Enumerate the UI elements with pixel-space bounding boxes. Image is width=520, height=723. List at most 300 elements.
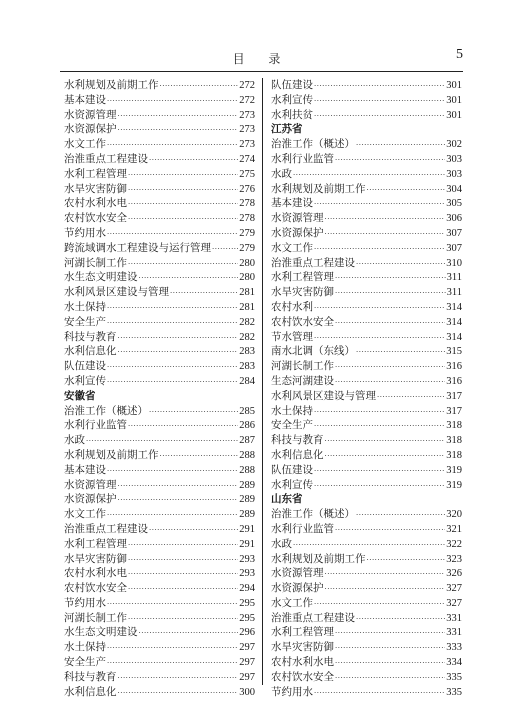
toc-right-column <box>271 78 462 699</box>
dot-leader <box>149 152 238 167</box>
toc-entry-page: 320 <box>446 509 462 521</box>
dot-leader <box>335 359 445 374</box>
toc-entry-title: 水土保持 <box>64 641 106 654</box>
toc-entry <box>64 226 255 241</box>
toc-entry-title: 水利行业监管 <box>64 419 127 432</box>
toc-entry-page: 311 <box>446 287 462 299</box>
toc-entry-title: 河湖长制工作 <box>271 360 334 373</box>
toc-entry <box>271 182 462 197</box>
toc-entry <box>64 93 255 108</box>
toc-entry-page: 291 <box>239 538 255 550</box>
dot-leader <box>118 685 239 700</box>
toc-entry <box>64 182 255 197</box>
dot-leader <box>107 300 238 315</box>
toc-entry-title: 水利信息化 <box>271 448 324 461</box>
toc-entry-page: 311 <box>446 272 462 284</box>
toc-entry-title: 科技与教育 <box>64 330 117 343</box>
toc-entry-page: 318 <box>446 420 462 432</box>
toc-entry-page: 301 <box>446 94 462 106</box>
toc-entry-page: 334 <box>446 657 462 669</box>
toc-entry-title: 农村饮水安全 <box>64 582 127 595</box>
toc-entry <box>64 300 255 315</box>
dot-leader <box>107 93 238 108</box>
dot-leader <box>107 315 238 330</box>
toc-entry <box>64 670 255 685</box>
toc-entry-page: 281 <box>239 287 255 299</box>
dot-leader <box>314 404 445 419</box>
toc-entry-title: 科技与教育 <box>271 434 324 447</box>
toc-entry <box>64 374 255 389</box>
dot-leader <box>367 182 446 197</box>
toc-entry-title: 治淮工作（概述） <box>64 404 148 417</box>
toc-entry-page: 280 <box>239 272 255 284</box>
dot-leader <box>107 655 238 670</box>
toc-entry-title: 南水北调（东线） <box>271 345 355 358</box>
column-divider <box>262 78 263 685</box>
toc-entry-title: 安全生产 <box>64 656 106 669</box>
dot-leader <box>356 344 445 359</box>
dot-leader <box>356 256 445 271</box>
toc-entry-title: 农村水利水电 <box>271 656 334 669</box>
toc-entry-page: 326 <box>446 568 462 580</box>
dot-leader <box>128 581 238 596</box>
toc-entry-page: 295 <box>239 612 255 624</box>
toc-entry-page: 301 <box>446 80 462 91</box>
toc-entry <box>64 448 255 463</box>
toc-entry <box>64 492 255 507</box>
dot-leader <box>118 108 239 123</box>
dot-leader <box>335 270 446 285</box>
dot-leader <box>314 685 445 700</box>
toc-entry-page: 272 <box>239 80 255 91</box>
toc-entry <box>271 241 462 256</box>
toc-entry-page: 319 <box>446 464 462 476</box>
toc-entry-title: 水利工程管理 <box>271 271 334 284</box>
dot-leader <box>118 670 239 685</box>
toc-entry <box>271 537 462 552</box>
toc-entry-page: 314 <box>446 316 462 328</box>
toc-entry-title: 安全生产 <box>271 419 313 432</box>
toc-entry-page: 303 <box>446 153 462 165</box>
toc-entry-page: 307 <box>446 242 462 254</box>
toc-entry-page: 279 <box>239 227 255 239</box>
dot-leader <box>325 433 446 448</box>
dot-leader <box>160 448 239 463</box>
toc-entry-page: 302 <box>446 139 462 151</box>
toc-entry-page: 301 <box>446 109 462 121</box>
toc-entry-title: 水政 <box>271 537 292 550</box>
toc-section-heading <box>271 122 462 137</box>
toc-entry-title: 河湖长制工作 <box>64 611 127 624</box>
dot-leader <box>128 256 238 271</box>
dot-leader <box>86 433 238 448</box>
toc-entry <box>271 270 462 285</box>
toc-entry <box>271 315 462 330</box>
dot-leader <box>367 552 446 567</box>
toc-entry-page: 272 <box>239 94 255 106</box>
toc-entry <box>64 537 255 552</box>
dot-leader <box>314 596 445 611</box>
toc-entry <box>64 137 255 152</box>
dot-leader <box>325 566 446 581</box>
toc-entry-title: 水资源保护 <box>271 226 324 239</box>
toc-entry <box>64 418 255 433</box>
toc-entry-title: 水利扶贫 <box>271 108 313 121</box>
toc-entry <box>64 315 255 330</box>
toc-entry <box>271 108 462 123</box>
toc-entry-title: 水土保持 <box>64 300 106 313</box>
toc-entry-title: 农村饮水安全 <box>64 212 127 225</box>
toc-entry <box>64 404 255 419</box>
toc-entry <box>271 93 462 108</box>
toc-entry-page: 323 <box>446 553 462 565</box>
toc-entry-title: 基本建设 <box>64 93 106 106</box>
toc-entry-title: 治淮重点工程建设 <box>271 256 355 269</box>
toc-entry-page: 327 <box>446 583 462 595</box>
toc-entry-title: 节约用水 <box>64 596 106 609</box>
toc-entry <box>271 522 462 537</box>
header-rule <box>60 71 463 72</box>
dot-leader <box>118 492 239 507</box>
dot-leader <box>107 596 238 611</box>
toc-entry-page: 280 <box>239 257 255 269</box>
toc-entry-title: 水政 <box>271 167 292 180</box>
toc-entry-title: 水利工程管理 <box>64 537 127 550</box>
toc-entry <box>271 152 462 167</box>
toc-entry-title: 水文工作 <box>271 596 313 609</box>
toc-entry-page: 283 <box>239 346 255 358</box>
toc-entry-title: 水文工作 <box>64 508 106 521</box>
toc-entry-page: 318 <box>446 435 462 447</box>
toc-entry <box>271 418 462 433</box>
toc-entry-page: 335 <box>446 671 462 683</box>
toc-entry-title: 水利规划及前期工作 <box>64 79 159 91</box>
toc-entry <box>271 285 462 300</box>
dot-leader <box>356 611 445 626</box>
dot-leader <box>107 226 238 241</box>
dot-leader <box>314 241 445 256</box>
toc-entry-title: 水旱灾害防御 <box>64 182 127 195</box>
toc-entry-page: 273 <box>239 124 255 136</box>
toc-entry-page: 315 <box>446 346 462 358</box>
toc-entry <box>271 359 462 374</box>
toc-entry <box>271 330 462 345</box>
toc-entry-page: 300 <box>239 686 255 698</box>
toc-entry-page: 296 <box>239 627 255 639</box>
toc-entry-page: 284 <box>239 375 255 387</box>
dot-leader <box>314 330 445 345</box>
dot-leader <box>335 625 445 640</box>
toc-entry-title: 水利信息化 <box>64 345 117 358</box>
toc-entry <box>64 596 255 611</box>
toc-entry-page: 289 <box>239 509 255 521</box>
toc-entry <box>64 256 255 271</box>
toc-entry <box>271 463 462 478</box>
toc-entry <box>271 404 462 419</box>
dot-leader <box>335 315 445 330</box>
toc-entry <box>271 256 462 271</box>
toc-entry <box>64 433 255 448</box>
toc-entry-title: 水利风景区建设与管理 <box>64 286 169 299</box>
toc-entry-title: 水利宣传 <box>271 93 313 106</box>
toc-entry-page: 282 <box>239 331 255 343</box>
toc-entry-title: 水资源管理 <box>271 567 324 580</box>
toc-entry-title: 水文工作 <box>271 241 313 254</box>
toc-entry-title: 基本建设 <box>64 463 106 476</box>
toc-entry-page: 297 <box>239 657 255 669</box>
dot-leader <box>325 211 446 226</box>
toc-entry <box>271 478 462 493</box>
toc-entry <box>64 211 255 226</box>
toc-entry-title: 水资源保护 <box>271 582 324 595</box>
toc-entry <box>271 226 462 241</box>
dot-leader <box>128 611 238 626</box>
toc-entry-page: 317 <box>446 405 462 417</box>
toc-entry <box>64 581 255 596</box>
toc-entry <box>64 78 255 93</box>
dot-leader <box>293 167 445 182</box>
toc-entry-title: 治淮重点工程建设 <box>64 152 148 165</box>
toc-entry-page: 278 <box>239 198 255 210</box>
dot-leader <box>314 300 445 315</box>
toc-entry-title: 水利工程管理 <box>64 167 127 180</box>
toc-entry-page: 294 <box>239 583 255 595</box>
toc-entry-title: 江苏省 <box>271 123 303 136</box>
toc-entry-title: 队伍建设 <box>64 360 106 373</box>
toc-entry-title: 水利宣传 <box>271 478 313 491</box>
toc-entry <box>271 625 462 640</box>
toc-entry-page: 322 <box>446 538 462 550</box>
toc-entry-title: 科技与教育 <box>64 670 117 683</box>
toc-entry <box>64 270 255 285</box>
toc-entry-page: 297 <box>239 642 255 654</box>
toc-entry <box>271 433 462 448</box>
dot-leader <box>335 670 445 685</box>
toc-entry <box>64 522 255 537</box>
toc-entry-title: 治淮工作（概述） <box>271 138 355 151</box>
toc-entry <box>271 596 462 611</box>
dot-leader <box>118 478 239 493</box>
toc-entry-title: 水资源管理 <box>64 478 117 491</box>
dot-leader <box>107 374 238 389</box>
dot-leader <box>170 285 238 300</box>
dot-leader <box>314 108 445 123</box>
dot-leader <box>139 625 239 640</box>
toc-entry-title: 农村饮水安全 <box>271 315 334 328</box>
toc-entry-page: 314 <box>446 331 462 343</box>
toc-entry <box>64 478 255 493</box>
dot-leader <box>128 182 238 197</box>
toc-entry <box>271 581 462 596</box>
toc-entry-title: 治淮重点工程建设 <box>271 611 355 624</box>
dot-leader <box>335 522 445 537</box>
toc-entry-title: 队伍建设 <box>271 463 313 476</box>
toc-entry-page: 287 <box>239 435 255 447</box>
toc-entry-title: 水旱灾害防御 <box>271 641 334 654</box>
toc-entry-page: 278 <box>239 213 255 225</box>
toc-entry <box>64 344 255 359</box>
toc-entry <box>64 625 255 640</box>
toc-entry-title: 水利规划及前期工作 <box>271 182 366 195</box>
toc-entry-title: 水旱灾害防御 <box>64 552 127 565</box>
dot-leader <box>325 226 446 241</box>
dot-leader <box>118 330 239 345</box>
toc-entry <box>271 211 462 226</box>
dot-leader <box>107 137 238 152</box>
toc-entry-title: 水利工程管理 <box>271 626 334 639</box>
dot-leader <box>335 285 446 300</box>
toc-entry <box>64 152 255 167</box>
toc-entry-title: 治淮工作（概述） <box>271 508 355 521</box>
toc-entry-title: 农村水利水电 <box>64 197 127 210</box>
toc-entry-page: 331 <box>446 627 462 639</box>
toc-entry-page: 295 <box>239 597 255 609</box>
dot-leader <box>107 359 238 374</box>
toc-entry-page: 288 <box>239 449 255 461</box>
toc-entry <box>64 108 255 123</box>
toc-entry-page: 335 <box>446 686 462 698</box>
page-number: 5 <box>456 47 463 62</box>
toc-entry <box>271 137 462 152</box>
dot-leader <box>128 537 238 552</box>
toc-entry-title: 队伍建设 <box>271 79 313 91</box>
dot-leader <box>128 211 238 226</box>
toc-entry-title: 节水管理 <box>271 330 313 343</box>
dot-leader <box>128 418 238 433</box>
toc-entry-title: 安徽省 <box>64 389 96 402</box>
toc-entry-title: 水利规划及前期工作 <box>64 448 159 461</box>
toc-entry-title: 水文工作 <box>64 138 106 151</box>
toc-entry-page: 289 <box>239 479 255 491</box>
dot-leader <box>314 93 445 108</box>
toc-entry-page: 306 <box>446 213 462 225</box>
toc-entry <box>64 285 255 300</box>
toc-entry <box>271 78 462 93</box>
toc-entry-title: 水生态文明建设 <box>64 271 138 284</box>
toc-entry-title: 农村水利 <box>271 300 313 313</box>
toc-entry-page: 305 <box>446 198 462 210</box>
dot-leader <box>335 655 445 670</box>
dot-leader <box>314 196 445 211</box>
toc-entry <box>271 196 462 211</box>
toc-entry <box>64 330 255 345</box>
dot-leader <box>325 581 446 596</box>
toc-entry <box>64 655 255 670</box>
toc-entry <box>64 359 255 374</box>
toc-entry-title: 节约用水 <box>64 226 106 239</box>
dot-leader <box>335 640 445 655</box>
toc-entry-page: 318 <box>446 449 462 461</box>
toc-entry-page: 314 <box>446 301 462 313</box>
toc-entry <box>64 640 255 655</box>
toc-entry <box>271 300 462 315</box>
toc-entry <box>271 611 462 626</box>
dot-leader <box>325 448 446 463</box>
toc-entry-page: 289 <box>239 494 255 506</box>
dot-leader <box>118 344 239 359</box>
dot-leader <box>293 537 445 552</box>
toc-entry <box>271 640 462 655</box>
toc-entry-title: 水利风景区建设与管理 <box>271 389 376 402</box>
dot-leader <box>356 137 445 152</box>
toc-entry-page: 297 <box>239 671 255 683</box>
toc-entry-page: 279 <box>239 242 255 254</box>
dot-leader <box>377 389 445 404</box>
toc-entry-title: 水土保持 <box>271 404 313 417</box>
toc-entry-title: 水资源保护 <box>64 493 117 506</box>
toc-entry-page: 307 <box>446 227 462 239</box>
toc-entry <box>271 167 462 182</box>
page-header <box>60 47 463 70</box>
toc-entry <box>271 655 462 670</box>
toc-entry <box>64 552 255 567</box>
toc-entry-page: 273 <box>239 109 255 121</box>
dot-leader <box>128 566 238 581</box>
toc-entry <box>271 507 462 522</box>
dot-leader <box>314 418 445 433</box>
toc-entry-title: 水利宣传 <box>64 374 106 387</box>
toc-entry-page: 293 <box>239 568 255 580</box>
toc-entry <box>271 685 462 700</box>
dot-leader <box>335 152 445 167</box>
dot-leader <box>335 374 445 389</box>
toc-entry-page: 310 <box>446 257 462 269</box>
toc-entry-page: 273 <box>239 139 255 151</box>
toc-entry <box>64 685 255 700</box>
toc-entry-title: 水政 <box>64 434 85 447</box>
toc-entry <box>64 611 255 626</box>
dot-leader <box>107 463 238 478</box>
toc-entry <box>64 241 255 256</box>
toc-entry-page: 274 <box>239 153 255 165</box>
toc-entry-title: 水资源保护 <box>64 123 117 136</box>
toc-entry-title: 安全生产 <box>64 315 106 328</box>
toc-entry-page: 283 <box>239 361 255 373</box>
dot-leader <box>107 507 238 522</box>
toc-entry-page: 285 <box>239 405 255 417</box>
toc-entry-page: 304 <box>446 183 462 195</box>
toc-entry <box>271 552 462 567</box>
dot-leader <box>314 78 445 93</box>
toc-entry-page: 316 <box>446 361 462 373</box>
toc-entry-title: 水资源管理 <box>271 212 324 225</box>
toc-entry <box>271 670 462 685</box>
toc-entry-title: 水利信息化 <box>64 685 117 698</box>
toc-entry-page: 333 <box>446 642 462 654</box>
toc-entry-page: 321 <box>446 523 462 535</box>
toc-entry-page: 281 <box>239 301 255 313</box>
toc-entry-page: 291 <box>239 523 255 535</box>
toc-entry <box>64 566 255 581</box>
toc-entry-title: 农村水利水电 <box>64 567 127 580</box>
toc-entry-page: 282 <box>239 316 255 328</box>
toc-entry-title: 基本建设 <box>271 197 313 210</box>
page-title: 目 录 <box>232 52 291 66</box>
toc-entry <box>271 389 462 404</box>
toc-entry-page: 319 <box>446 479 462 491</box>
toc-entry <box>64 122 255 137</box>
toc-entry-page: 317 <box>446 390 462 402</box>
toc-entry-title: 水利行业监管 <box>271 152 334 165</box>
toc-entry-title: 水生态文明建设 <box>64 626 138 639</box>
dot-leader <box>107 640 238 655</box>
toc-entry-title: 农村饮水安全 <box>271 670 334 683</box>
toc-entry-title: 河湖长制工作 <box>64 256 127 269</box>
toc-entry-title: 跨流域调水工程建设与运行管理 <box>64 241 211 254</box>
dot-leader <box>128 552 238 567</box>
toc-entry-page: 288 <box>239 464 255 476</box>
dot-leader <box>212 241 238 256</box>
